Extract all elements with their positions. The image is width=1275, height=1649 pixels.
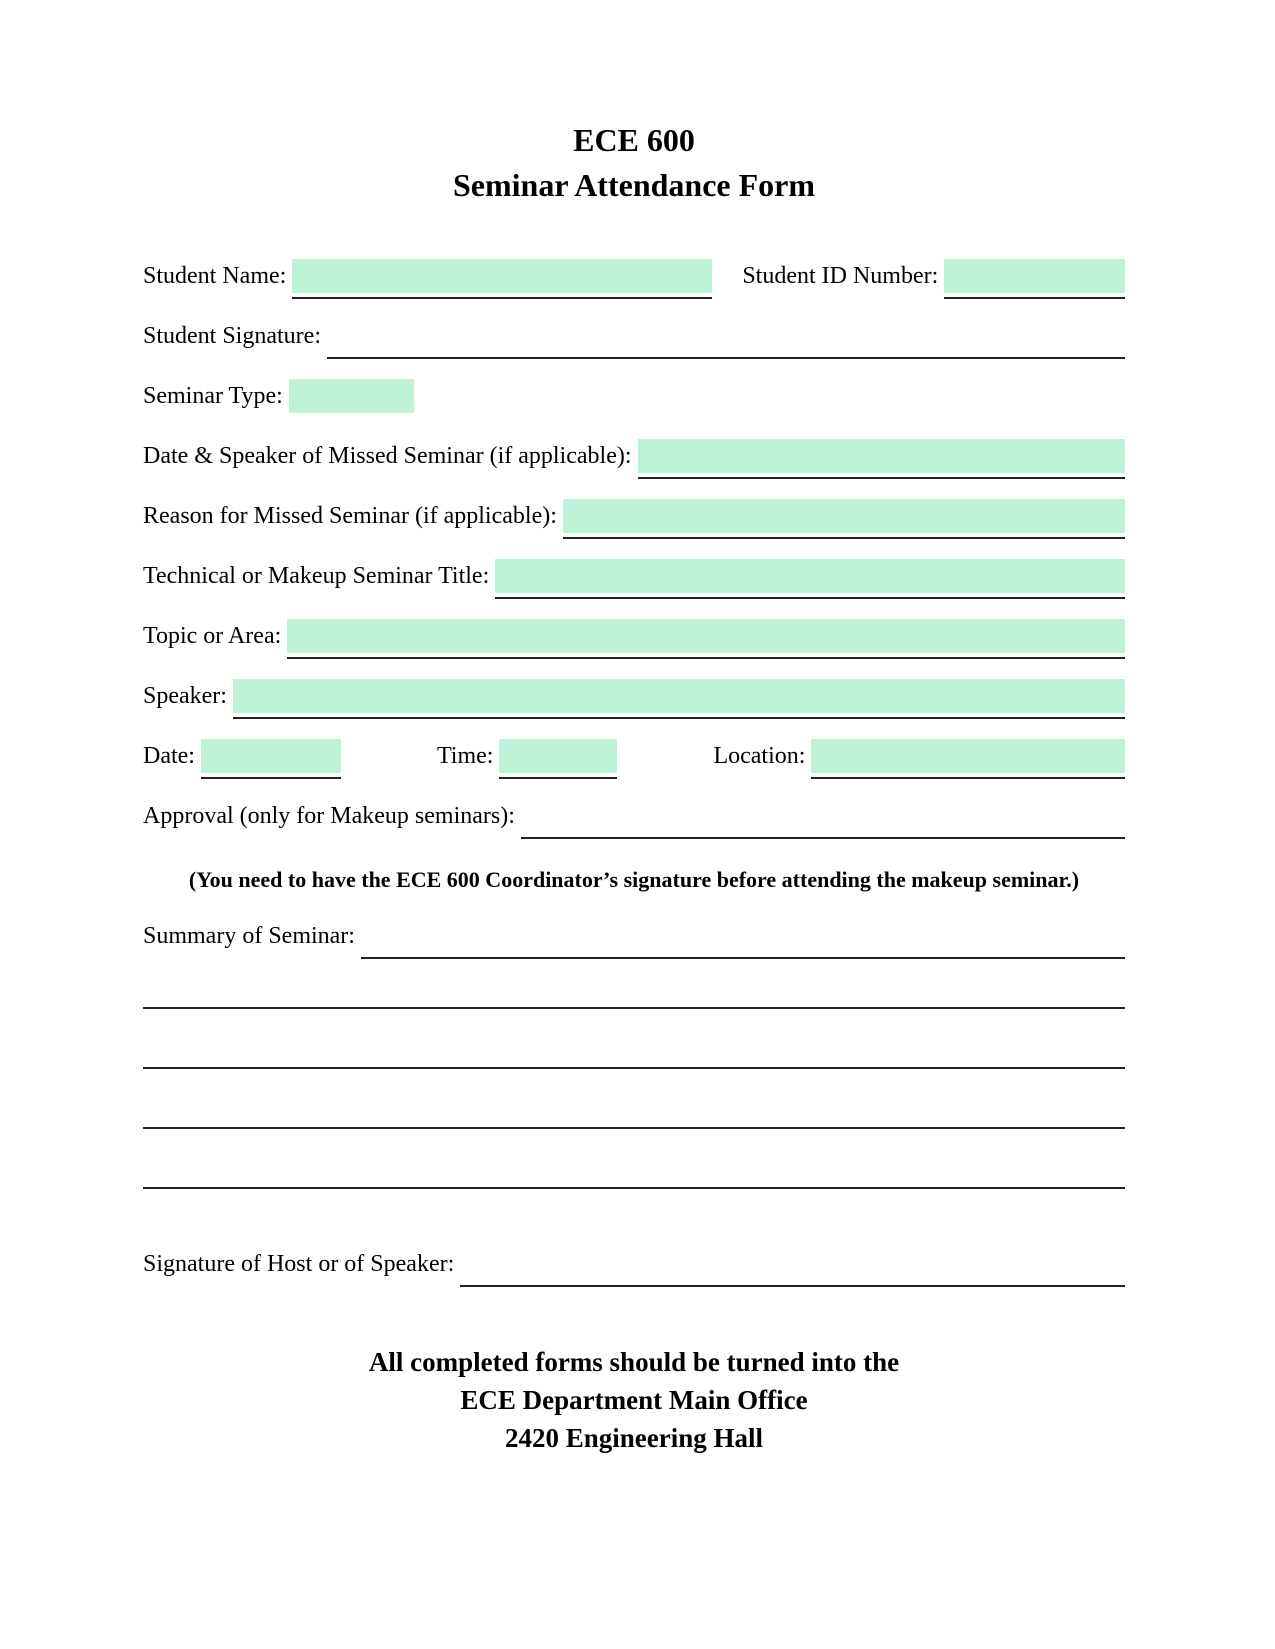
student-name-label: Student Name: <box>143 263 287 289</box>
approval-label: Approval (only for Makeup seminars): <box>143 803 515 829</box>
missed-reason-field[interactable] <box>563 499 1125 539</box>
form-content <box>0 118 1275 1457</box>
seminar-title-label: Technical or Makeup Seminar Title: <box>143 563 490 589</box>
host-signature-value <box>460 1247 1125 1281</box>
page-title <box>143 118 1125 208</box>
student-signature-row <box>143 319 1125 359</box>
summary-writing-line <box>143 1067 1125 1069</box>
location-label: Location: <box>713 743 806 769</box>
summary-writing-line <box>143 1127 1125 1129</box>
summary-writing-line <box>143 1187 1125 1189</box>
student-name-row <box>143 259 1125 299</box>
time-field-highlight <box>499 739 617 773</box>
seminar-title-field[interactable] <box>495 559 1125 599</box>
topic-field[interactable] <box>287 619 1125 659</box>
form-name: Seminar Attendance Form <box>452 167 816 203</box>
approval-row <box>143 799 1125 839</box>
seminar-title-field-highlight <box>495 559 1125 593</box>
student-id-label: Student ID Number: <box>742 263 939 289</box>
footer-line: All completed forms should be turned into the <box>368 1347 900 1377</box>
student-signature-value <box>327 319 1125 353</box>
approval-value <box>521 799 1125 833</box>
summary-line <box>361 919 1125 959</box>
date-label: Date: <box>143 743 195 769</box>
coordinator-note: (You need to have the ECE 600 Coordinator’s signature before attending the makeup seminar.) <box>188 867 1080 892</box>
time-field[interactable] <box>499 739 617 779</box>
missed-reason-row <box>143 499 1125 539</box>
seminar-title-row <box>143 559 1125 599</box>
summary-row <box>143 919 1125 959</box>
footer-instructions <box>143 1343 1125 1457</box>
speaker-field-highlight <box>233 679 1125 713</box>
footer-line: ECE Department Main Office <box>460 1385 808 1415</box>
location-field[interactable] <box>811 739 1125 779</box>
student-id-field[interactable] <box>944 259 1125 299</box>
missed-reason-label: Reason for Missed Seminar (if applicable): <box>143 503 557 529</box>
host-signature-row <box>143 1247 1125 1287</box>
topic-field-highlight <box>287 619 1125 653</box>
date-time-location-row <box>143 739 1125 779</box>
student-signature-line <box>327 319 1125 359</box>
host-signature-label: Signature of Host or of Speaker: <box>143 1251 455 1277</box>
date-field[interactable] <box>201 739 341 779</box>
approval-line <box>521 799 1125 839</box>
date-field-highlight <box>201 739 341 773</box>
seminar-type-label: Seminar Type: <box>143 383 283 409</box>
footer-line: 2420 Engineering Hall <box>504 1423 764 1453</box>
speaker-row <box>143 679 1125 719</box>
course-code: ECE 600 <box>573 122 695 158</box>
missed-reason-field-highlight <box>563 499 1125 533</box>
time-label: Time: <box>436 743 494 769</box>
summary-label: Summary of Seminar: <box>143 923 355 949</box>
summary-value <box>361 919 1125 953</box>
missed-seminar-field[interactable] <box>638 439 1125 479</box>
seminar-type-dropdown[interactable] <box>289 379 414 419</box>
speaker-label: Speaker: <box>143 683 227 709</box>
student-id-field-highlight <box>944 259 1125 293</box>
missed-seminar-label: Date & Speaker of Missed Seminar (if applicable): <box>143 443 632 469</box>
location-field-highlight <box>811 739 1125 773</box>
seminar-type-row <box>143 379 1125 419</box>
summary-writing-line <box>143 1007 1125 1009</box>
student-name-field[interactable] <box>292 259 712 299</box>
seminar-type-field-highlight <box>289 379 414 413</box>
host-signature-line <box>460 1247 1125 1287</box>
topic-label: Topic or Area: <box>143 623 282 649</box>
speaker-field[interactable] <box>233 679 1125 719</box>
missed-seminar-row <box>143 439 1125 479</box>
topic-row <box>143 619 1125 659</box>
student-signature-label: Student Signature: <box>143 323 321 349</box>
missed-seminar-field-highlight <box>638 439 1125 473</box>
student-name-field-highlight <box>292 259 712 293</box>
